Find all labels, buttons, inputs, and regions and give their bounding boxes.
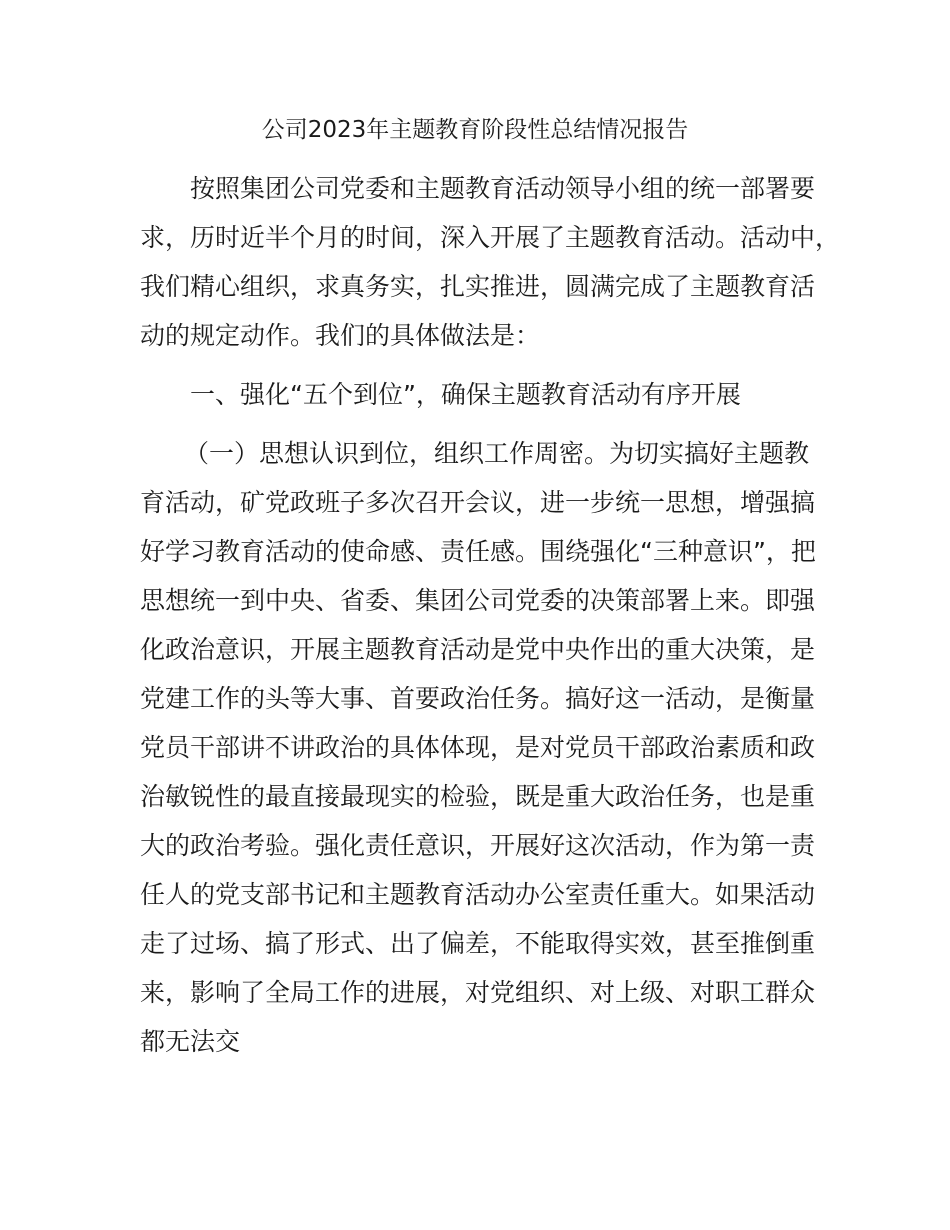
paragraph-line: 党建工作的头等大事、首要政治任务。搞好这一活动，是衡量 bbox=[140, 684, 816, 713]
paragraph-line: 走了过场、搞了形式、出了偏差，不能取得实效，甚至推倒重 bbox=[140, 929, 816, 958]
paragraph-line: 化政治意识，开展主题教育活动是党中央作出的重大决策，是 bbox=[140, 635, 816, 664]
paragraph-line: （一）思想认识到位，组织工作周密。为切实搞好主题教 bbox=[184, 439, 810, 468]
paragraph-line: 党员干部讲不讲政治的具体体现，是对党员干部政治素质和政 bbox=[140, 733, 816, 762]
paragraph-line: 育活动，矿党政班子多次召开会议，进一步统一思想，增强搞 bbox=[140, 488, 816, 517]
paragraph-line: 我们精心组织，求真务实，扎实推进，圆满完成了主题教育活 bbox=[140, 272, 816, 301]
paragraph-line: 思想统一到中央、省委、集团公司党委的决策部署上来。即强 bbox=[140, 586, 816, 615]
paragraph-line: 任人的党支部书记和主题教育活动办公室责任重大。如果活动 bbox=[140, 880, 816, 909]
paragraph-line: 好学习教育活动的使命感、责任感。围绕强化“三种意识”，把 bbox=[140, 537, 816, 566]
paragraph-line: 按照集团公司党委和主题教育活动领导小组的统一部署要 bbox=[190, 174, 816, 203]
paragraph-line: 治敏锐性的最直接最现实的检验，既是重大政治任务，也是重 bbox=[140, 782, 816, 811]
paragraph-line: 求，历时近半个月的时间，深入开展了主题教育活动。活动中， bbox=[140, 223, 841, 252]
paragraph-line: 来，影响了全局工作的进展，对党组织、对上级、对职工群众 bbox=[140, 978, 816, 1007]
paragraph-line: 都无法交 bbox=[140, 1027, 241, 1056]
paragraph-line: 动的规定动作。我们的具体做法是： bbox=[140, 321, 541, 350]
paragraph-line: 大的政治考验。强化责任意识，开展好这次活动，作为第一责 bbox=[140, 831, 816, 860]
section-heading: 一、强化“五个到位”，确保主题教育活动有序开展 bbox=[190, 380, 741, 409]
document-title: 公司2023年主题教育阶段性总结情况报告 bbox=[261, 117, 689, 143]
